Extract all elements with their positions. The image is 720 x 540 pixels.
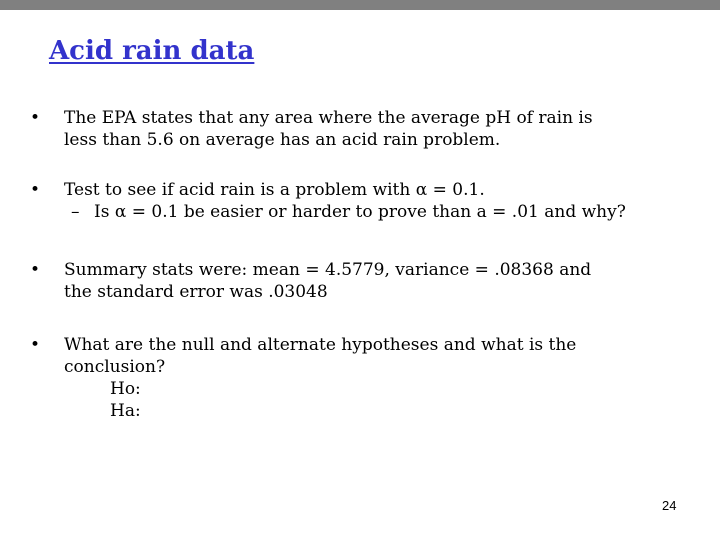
slide-title: Acid rain data (49, 36, 255, 66)
bullet-dot-icon: • (30, 260, 41, 280)
alternate-hypothesis-line: Ha: (110, 401, 141, 421)
bullet-text: What are the null and alternate hypotheses and what is the conclusion? (64, 335, 577, 377)
bullet-text: The EPA states that any area where the average pH of rain is less than 5.6 on average has an acid rain problem. (64, 108, 593, 150)
bullet-text: Test to see if acid rain is a problem with α = 0.1. (64, 180, 485, 200)
bullet-summary-stats (30, 259, 700, 303)
bullet-epa-standard (30, 107, 700, 151)
bullet-dot-icon: • (30, 180, 41, 200)
bullet-dot-icon: • (30, 108, 41, 128)
bullet-text: Summary stats were: mean = 4.5779, variance = .08368 and the standard error was .03048 (64, 260, 592, 302)
sub-bullet (71, 201, 700, 223)
sub-bullet-text: Is α = 0.1 be easier or harder to prove than a = .01 and why? (94, 202, 626, 222)
bullet-hypotheses (30, 334, 700, 422)
null-hypothesis-line: Ho: (110, 379, 141, 399)
dash-icon: – (71, 202, 80, 222)
top-bar (0, 0, 720, 10)
bullet-dot-icon: • (30, 335, 41, 355)
page-number: 24 (662, 498, 677, 513)
bullet-test-alpha (30, 179, 700, 223)
